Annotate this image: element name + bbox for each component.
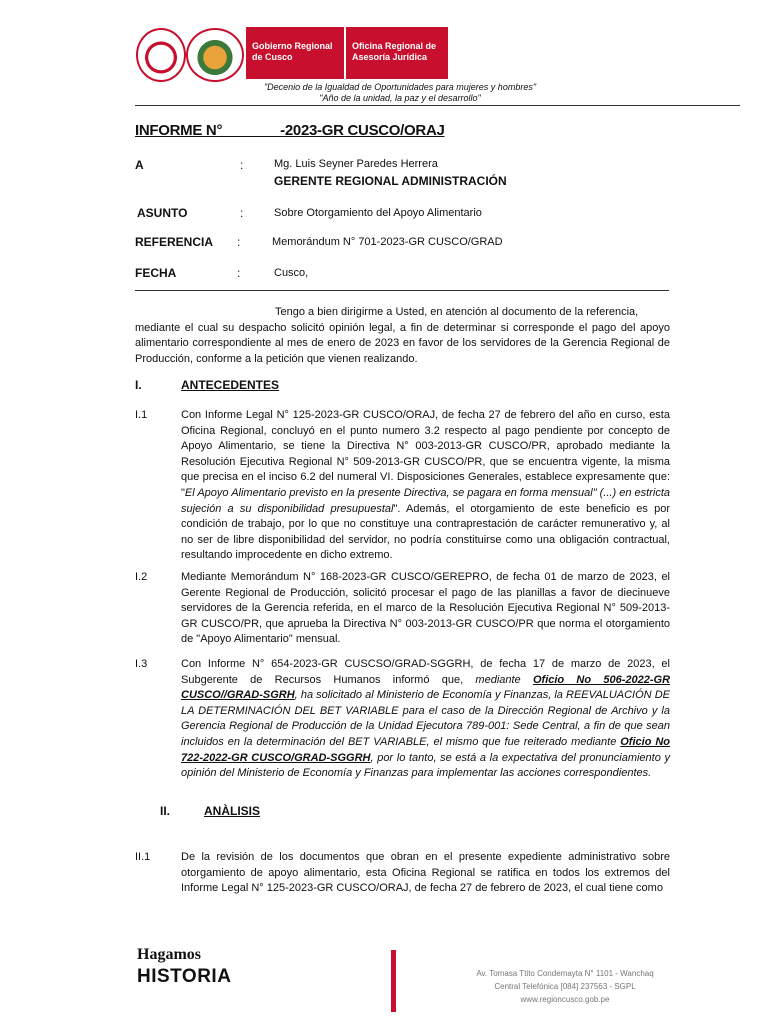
item-ii1-text: De la revisión de los documentos que obran en el presente expediente administrativo sobre otorgamiento de apoyo alimentario, esta Oficina Regional se ratifica en todos los extremos del Informe Legal N° 125-2023-GR CUSCO/ORAJ, de fecha 27 de febrero de 2023, el cual tiene como [181, 851, 670, 895]
fecha-label: FECHA [135, 266, 177, 280]
footer-web[interactable]: www.regioncusco.gob.pe [520, 995, 610, 1004]
document-title: INFORME N° -2023-GR CUSCO/ORAJ [135, 122, 445, 139]
gobierno-line2: de Cusco [252, 52, 293, 62]
i1-text-a: Con Informe Legal N° 125-2023-GR CUSCO/ORAJ, de fecha 27 de febrero del año en curso, esta Oficina Regional, concluyó en el punto numero 3.2 respecto al pago pendiente por concepto de Apoyo Alimentario, se tiene la Directiva N° 003-2013-GR CUSCO/PR, aprobado mediante la Resolución Ejecutiva Regional N° 509-2013-GR CUSCO/PR, que se encuentra vigente, la misma que precisa en el inciso 6.2 del numeral VI. Disposiciones Generales, establece expresamente que: " [181, 409, 670, 499]
section-2-title: ANÀLISIS [204, 804, 261, 818]
gobierno-line1: Gobierno Regional [252, 41, 333, 51]
a-label: A [135, 158, 144, 172]
i3-text-b: mediante [475, 673, 533, 686]
a-name: Mg. Luis Seyner Paredes Herrera [274, 158, 438, 170]
address-divider [135, 290, 669, 291]
footer-phone: Central Telefónica [084] 237563 - SGPL [494, 982, 636, 991]
section-1-number: I. [135, 378, 142, 392]
letterhead [128, 26, 448, 82]
cusco-regional-seal-icon [186, 28, 244, 82]
oficina-banner [346, 27, 448, 79]
intro-line1: Tengo a bien dirigirme a Usted, en atención al documento de la referencia, [275, 306, 639, 318]
gobierno-regional-banner [246, 27, 344, 79]
referencia-label: REFERENCIA [135, 235, 214, 249]
header-divider [135, 105, 740, 106]
footer-address: Av. Tomasa Ttito Condemayta N° 1101 - Wanchaq [476, 969, 654, 978]
i1-quote: El Apoyo Alimentario previsto en la presente Directiva, se pagara en forma mensual" (...) en estricta sujeción a su disponibilidad presupuestal [181, 486, 670, 515]
footer-divider [391, 950, 396, 1012]
footer-historia: HISTORIA [137, 966, 232, 987]
i3-oficio-1: Oficio No 506-2022-GR CUSCO//GRAD-SGRH [181, 673, 671, 702]
i3-oficio-2: Oficio No 722-2022-GR CUSCO/GRAD-SGGRH [181, 735, 671, 764]
asunto-colon: : [240, 206, 244, 220]
oficina-line2: Asesoría Jurídica [352, 52, 428, 62]
oficina-line1: Oficina Regional de [352, 41, 437, 51]
item-i1-text [181, 408, 670, 564]
peru-coat-of-arms-icon [136, 28, 186, 82]
section-2-number: II. [160, 804, 171, 818]
asunto-value: Sobre Otorgamiento del Apoyo Alimentario [274, 207, 482, 219]
section-1-title: ANTECEDENTES [181, 378, 280, 392]
intro-rest: mediante el cual su despacho solicitó opinión legal, a fin de determinar si corresponde el pago del apoyo alimentario correspondiente al mes de enero de 2023 en favor de los servidores de la Gerencia Regional de Producción, conforme a la petición que vienen realizando. [135, 321, 670, 365]
fecha-value: Cusco, [274, 267, 309, 279]
referencia-colon: : [237, 235, 241, 249]
intro-paragraph [135, 305, 670, 367]
a-role: GERENTE REGIONAL ADMINISTRACIÓN [274, 174, 507, 188]
footer-hagamos: Hagamos [137, 946, 201, 963]
item-ii1-number: II.1 [135, 851, 151, 863]
item-i2-text: Mediante Memorándum N° 168-2023-GR CUSCO/GEREPRO, de fecha 01 de marzo de 2023, el Gerente Regional de Producción, solicitó procesar el pago de las planillas a favor de diecinueve servidores de la Gerencia referida, en el marco de la Resolución Ejecutiva Regional N° 509-2013-GR CUSCO/PR, que aprueba la Directiva N° 003-2013-GR CUSCO/PR que norma el otorgamiento de "Apoyo Alimentario" mensual. [181, 571, 670, 646]
i1-text-b: ". Además, el otorgamiento de este beneficio es por condición de trabajo, por lo que no constituye una contraprestación de carácter remunerativo y, al no ser de libre disponibilidad del servidor, no podría constituirse como una obligación contractual, resultando improcedente en dicho extremo. [181, 502, 671, 562]
item-i2-number: I.2 [135, 571, 148, 583]
i3-text-a: Con Informe N° 654-2023-GR CUSCSO/GRAD-SGGRH, de fecha 17 de marzo de 2023, el Subgerente de Recursos Humanos informó que, [181, 658, 670, 686]
asunto-label: ASUNTO [137, 206, 188, 220]
a-colon: : [240, 158, 244, 172]
i3-text-d: , por lo tanto, se está a la expectativa del pronunciamiento y opinión del Ministerio de Economía y Finanzas para implementar las acciones correspondientes. [181, 751, 670, 780]
referencia-value: Memorándum N° 701-2023-GR CUSCO/GRAD [272, 236, 503, 248]
item-i1-number: I.1 [135, 409, 148, 421]
decenio-motto: "Decenio de la Igualdad de Oportunidades para mujeres y hombres" [263, 82, 537, 92]
i3-text-c: , ha solicitado al Ministerio de Economía y Finanzas, la REEVALUACIÓN DE LA DETERMINACIÓN DEL BET VARIABLE para el caso de la Dirección Regional de Archivo y la Gerencia Regional de Producción de la Unidad Ejecutora 789-001: Sede Central, a fin de que sean incluidos en la determinación del BET VARIABLE, el mismo que fue reiterado mediante [181, 689, 670, 748]
item-i3-number: I.3 [135, 658, 148, 670]
item-i3-text [181, 657, 670, 782]
fecha-colon: : [237, 266, 241, 280]
anio-motto: "Año de la unidad, la paz y el desarrollo" [319, 93, 481, 103]
